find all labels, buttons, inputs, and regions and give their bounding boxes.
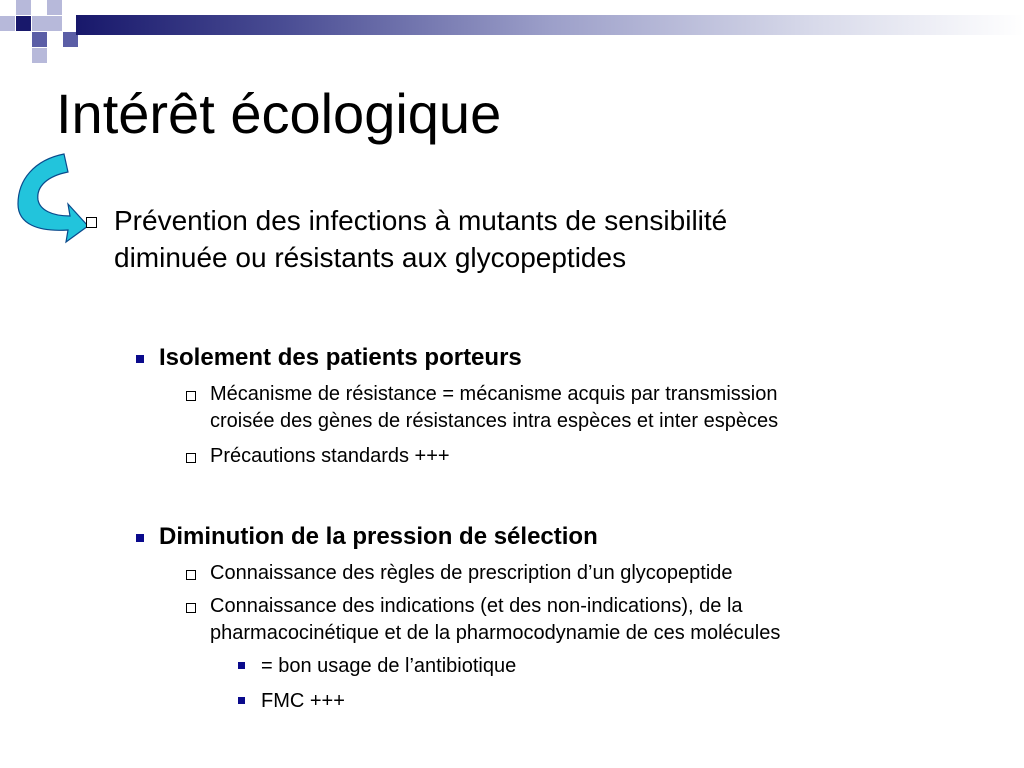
section-1-item-1-box-bullet	[186, 391, 196, 401]
section-1-item-2-box-bullet	[186, 453, 196, 463]
section-2-subitem-1: = bon usage de l’antibiotique	[261, 655, 517, 677]
section-2-subitem-2-square-bullet	[238, 697, 245, 704]
header-gradient-bar	[76, 15, 1024, 35]
section-1-item-1-line-2: croisée des gènes de résistances intra espèces et inter espèces	[210, 410, 779, 432]
section-2-subitem-2: FMC +++	[261, 690, 345, 712]
main-point-text-line-2: diminuée ou résistants aux glycopeptides	[114, 242, 627, 273]
section-2-item-2-line-2: pharmacocinétique et de la pharmocodynamie de ces molécules	[210, 622, 781, 644]
section-2-subitem-1-square-bullet	[238, 662, 245, 669]
section-2-item-2-line-1: Connaissance des indications (et des non-indications), de la	[210, 595, 743, 617]
main-point-box-bullet	[86, 217, 97, 228]
section-2-item-1-box-bullet	[186, 570, 196, 580]
section-2-item-1-line-1: Connaissance des règles de prescription d’un glycopeptide	[210, 562, 733, 584]
curved-arrow-icon	[10, 152, 90, 244]
section-2-item-2-box-bullet	[186, 603, 196, 613]
section-1-heading: Isolement des patients porteurs	[159, 344, 522, 371]
header-decoration-squares	[0, 0, 80, 64]
main-point-text-line-1: Prévention des infections à mutants de sensibilité	[114, 205, 728, 236]
section-2-square-bullet	[136, 534, 144, 542]
section-1-square-bullet	[136, 355, 144, 363]
section-1-item-1-line-1: Mécanisme de résistance = mécanisme acquis par transmission	[210, 383, 778, 405]
slide-title: Intérêt écologique	[56, 82, 502, 145]
section-2-heading: Diminution de la pression de sélection	[159, 523, 598, 550]
section-1-item-2-line-1: Précautions standards +++	[210, 445, 450, 467]
